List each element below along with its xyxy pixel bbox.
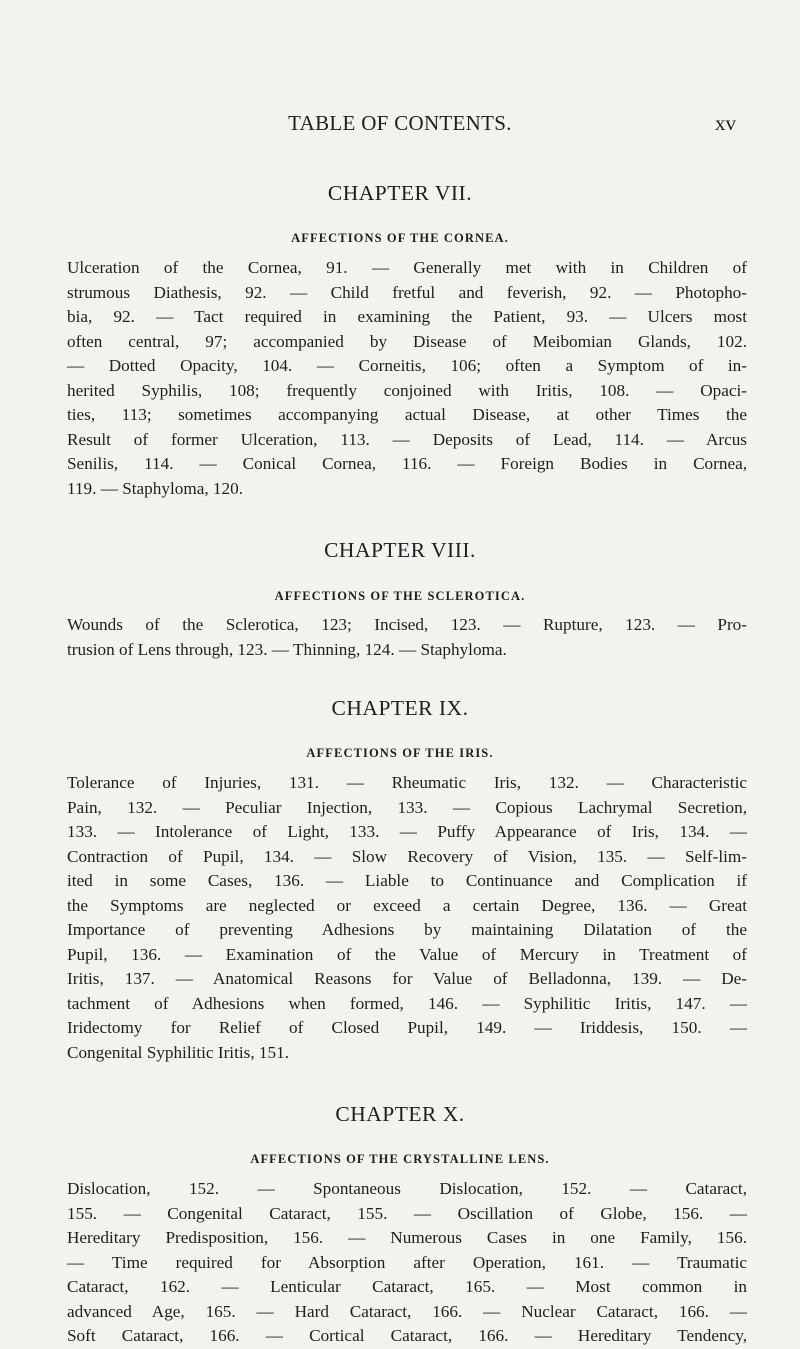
text-line: Iridectomy for Relief of Closed Pupil, 149. — Iriddesis, 150. — bbox=[67, 1018, 747, 1037]
chapter-subtitle: AFFECTIONS OF THE CORNEA. bbox=[291, 231, 509, 245]
text-line: 155. — Congenital Cataract, 155. — Oscillation of Globe, 156. — bbox=[67, 1203, 747, 1223]
running-header bbox=[0, 111, 800, 141]
text-line: tachment of Adhesions when formed, 146. — Syphilitic Iritis, 147. — bbox=[67, 993, 747, 1013]
text-line: trusion of Lens through, 123. — Thinning, 124. — Staphyloma. bbox=[67, 639, 507, 659]
chapter-title: CHAPTER X. bbox=[335, 1102, 465, 1126]
chapter-title: CHAPTER VIII. bbox=[324, 538, 476, 562]
text-line: Ulceration of the Cornea, 91. — Generally met with in Children of bbox=[67, 258, 747, 277]
text-line: Importance of preventing Adhesions by maintaining Dilatation of the bbox=[67, 920, 747, 939]
text-line: strumous Diathesis, 92. — Child fretful and feverish, 92. — Photopho- bbox=[67, 282, 747, 302]
text-line: Contraction of Pupil, 134. — Slow Recovery of Vision, 135. — Self-lim- bbox=[67, 846, 747, 866]
text-line: Congenital Syphilitic Iritis, 151. bbox=[67, 1042, 289, 1062]
chapter-contents bbox=[67, 1177, 747, 1349]
text-line: often central, 97; accompanied by Disease of Meibomian Glands, 102. bbox=[67, 331, 747, 351]
text-line: 119. — Staphyloma, 120. bbox=[67, 478, 244, 498]
text-line: the Symptoms are neglected or exceed a certain Degree, 136. — Great bbox=[67, 895, 747, 915]
text-line: Iritis, 137. — Anatomical Reasons for Value of Belladonna, 139. — De- bbox=[67, 969, 747, 988]
text-line: — Dotted Opacity, 104. — Corneitis, 106; often a Symptom of in- bbox=[67, 356, 747, 375]
text-line: — Time required for Absorption after Operation, 161. — Traumatic bbox=[67, 1252, 747, 1272]
chapter-subtitle: AFFECTIONS OF THE SCLEROTICA. bbox=[274, 589, 526, 603]
text-line: Pain, 132. — Peculiar Injection, 133. — Copious Lachrymal Secretion, bbox=[67, 797, 747, 817]
chapter-contents bbox=[67, 256, 747, 501]
text-line: Result of former Ulceration, 113. — Deposits of Lead, 114. — Arcus bbox=[67, 429, 747, 449]
text-line: bia, 92. — Tact required in examining the Patient, 93. — Ulcers most bbox=[67, 307, 747, 326]
chapter-subtitle: AFFECTIONS OF THE CRYSTALLINE LENS. bbox=[250, 1152, 550, 1166]
text-line: Soft Cataract, 166. — Cortical Cataract, 166. — Hereditary Tendency, bbox=[67, 1326, 747, 1345]
text-line: Senilis, 114. — Conical Cornea, 116. — Foreign Bodies in Cornea, bbox=[67, 454, 747, 473]
chapter-subtitle: AFFECTIONS OF THE IRIS. bbox=[306, 746, 494, 760]
text-line: Pupil, 136. — Examination of the Value of Mercury in Treatment of bbox=[67, 944, 747, 964]
text-line: Tolerance of Injuries, 131. — Rheumatic Iris, 132. — Characteristic bbox=[67, 773, 747, 792]
text-line: herited Syphilis, 108; frequently conjoined with Iritis, 108. — Opaci- bbox=[67, 380, 747, 400]
text-line: ties, 113; sometimes accompanying actual Disease, at other Times the bbox=[67, 405, 747, 424]
text-line: Cataract, 162. — Lenticular Cataract, 165. — Most common in bbox=[67, 1277, 747, 1296]
text-line: Hereditary Predisposition, 156. — Numerous Cases in one Family, 156. bbox=[67, 1228, 747, 1247]
text-line: Wounds of the Sclerotica, 123; Incised, 123. — Rupture, 123. — Pro- bbox=[67, 615, 747, 634]
text-line: ited in some Cases, 136. — Liable to Continuance and Complication if bbox=[67, 871, 747, 890]
chapter-title: CHAPTER IX. bbox=[331, 696, 469, 720]
chapter-contents bbox=[67, 771, 747, 1065]
running-title: TABLE OF CONTENTS. bbox=[288, 111, 512, 135]
text-line: Dislocation, 152. — Spontaneous Dislocation, 152. — Cataract, bbox=[67, 1179, 747, 1198]
text-line: advanced Age, 165. — Hard Cataract, 166. — Nuclear Cataract, 166. — bbox=[67, 1301, 747, 1321]
chapter-title: CHAPTER VII. bbox=[327, 181, 473, 205]
page-number: xv bbox=[715, 111, 736, 135]
chapter-contents bbox=[67, 613, 747, 662]
text-line: 133. — Intolerance of Light, 133. — Puffy Appearance of Iris, 134. — bbox=[67, 822, 747, 841]
